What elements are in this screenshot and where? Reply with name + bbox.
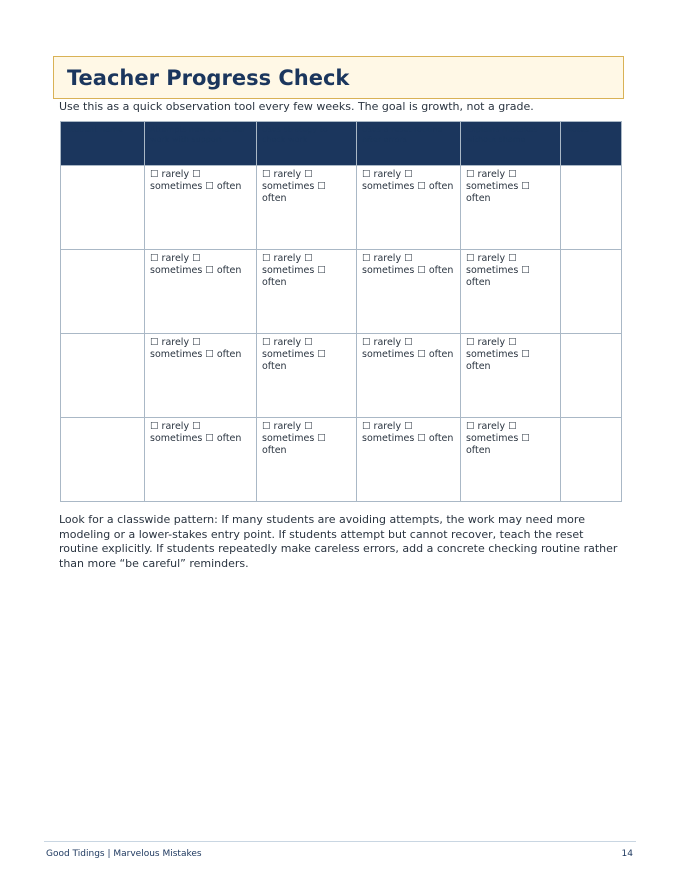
header-checks-work: Uses strategy to check work: [257, 122, 357, 166]
rating-cell[interactable]: ☐ rarely ☐ sometimes ☐ often: [461, 166, 561, 250]
rating-cell[interactable]: ☐ rarely ☐ sometimes ☐ often: [461, 418, 561, 502]
rating-cell[interactable]: ☐ rarely ☐ sometimes ☐ often: [357, 166, 461, 250]
header-student-name: Student name: [61, 122, 145, 166]
rating-cell[interactable]: ☐ rarely ☐ sometimes ☐ often: [145, 250, 257, 334]
table-row: [61, 334, 622, 418]
student-name-cell[interactable]: [61, 166, 145, 250]
header-explains-mistakes: Explains mistakes without shame: [461, 122, 561, 166]
page-number: 14: [621, 849, 633, 859]
rating-cell[interactable]: ☐ rarely ☐ sometimes ☐ often: [357, 418, 461, 502]
rating-cell[interactable]: ☐ rarely ☐ sometimes ☐ often: [357, 250, 461, 334]
rating-cell[interactable]: ☐ rarely ☐ sometimes ☐ often: [461, 334, 561, 418]
header-reset-routine: Uses a reset routine after errors: [357, 122, 461, 166]
footer-divider: [44, 841, 636, 842]
table-header-row: [61, 122, 622, 166]
notes-cell[interactable]: [561, 418, 622, 502]
table-row: [61, 166, 622, 250]
pattern-guidance-text: Look for a classwide pattern: If many students are avoiding attempts, the work may need more modeling or a lower-stakes entry point. If students attempt but cannot recover, teach the reset routine explicitly. If students repeatedly make careless errors, add a concrete checking routine rather than more “be careful” reminders.: [59, 513, 618, 570]
table-row: [61, 250, 622, 334]
title-box: [53, 56, 624, 99]
student-name-cell[interactable]: [61, 418, 145, 502]
rating-cell[interactable]: ☐ rarely ☐ sometimes ☐ often: [257, 418, 357, 502]
rating-cell[interactable]: ☐ rarely ☐ sometimes ☐ often: [357, 334, 461, 418]
observation-table: [60, 121, 622, 502]
rating-cell[interactable]: ☐ rarely ☐ sometimes ☐ often: [257, 250, 357, 334]
rating-cell[interactable]: ☐ rarely ☐ sometimes ☐ often: [145, 166, 257, 250]
notes-cell[interactable]: [561, 250, 622, 334]
header-notes: Notes: [561, 122, 622, 166]
student-name-cell[interactable]: [61, 250, 145, 334]
page-title: Teacher Progress Check: [67, 65, 350, 90]
student-name-cell[interactable]: [61, 334, 145, 418]
header-attempts: Attempts new or harder work with support: [145, 122, 257, 166]
footer-title: Good Tidings | Marvelous Mistakes: [46, 849, 202, 859]
notes-cell[interactable]: [561, 166, 622, 250]
table-row: [61, 418, 622, 502]
rating-cell[interactable]: ☐ rarely ☐ sometimes ☐ often: [257, 166, 357, 250]
rating-cell[interactable]: ☐ rarely ☐ sometimes ☐ often: [257, 334, 357, 418]
rating-cell[interactable]: ☐ rarely ☐ sometimes ☐ often: [145, 418, 257, 502]
rating-cell[interactable]: ☐ rarely ☐ sometimes ☐ often: [461, 250, 561, 334]
intro-text: Use this as a quick observation tool every few weeks. The goal is growth, not a grade.: [59, 100, 534, 113]
rating-cell[interactable]: ☐ rarely ☐ sometimes ☐ often: [145, 334, 257, 418]
notes-cell[interactable]: [561, 334, 622, 418]
